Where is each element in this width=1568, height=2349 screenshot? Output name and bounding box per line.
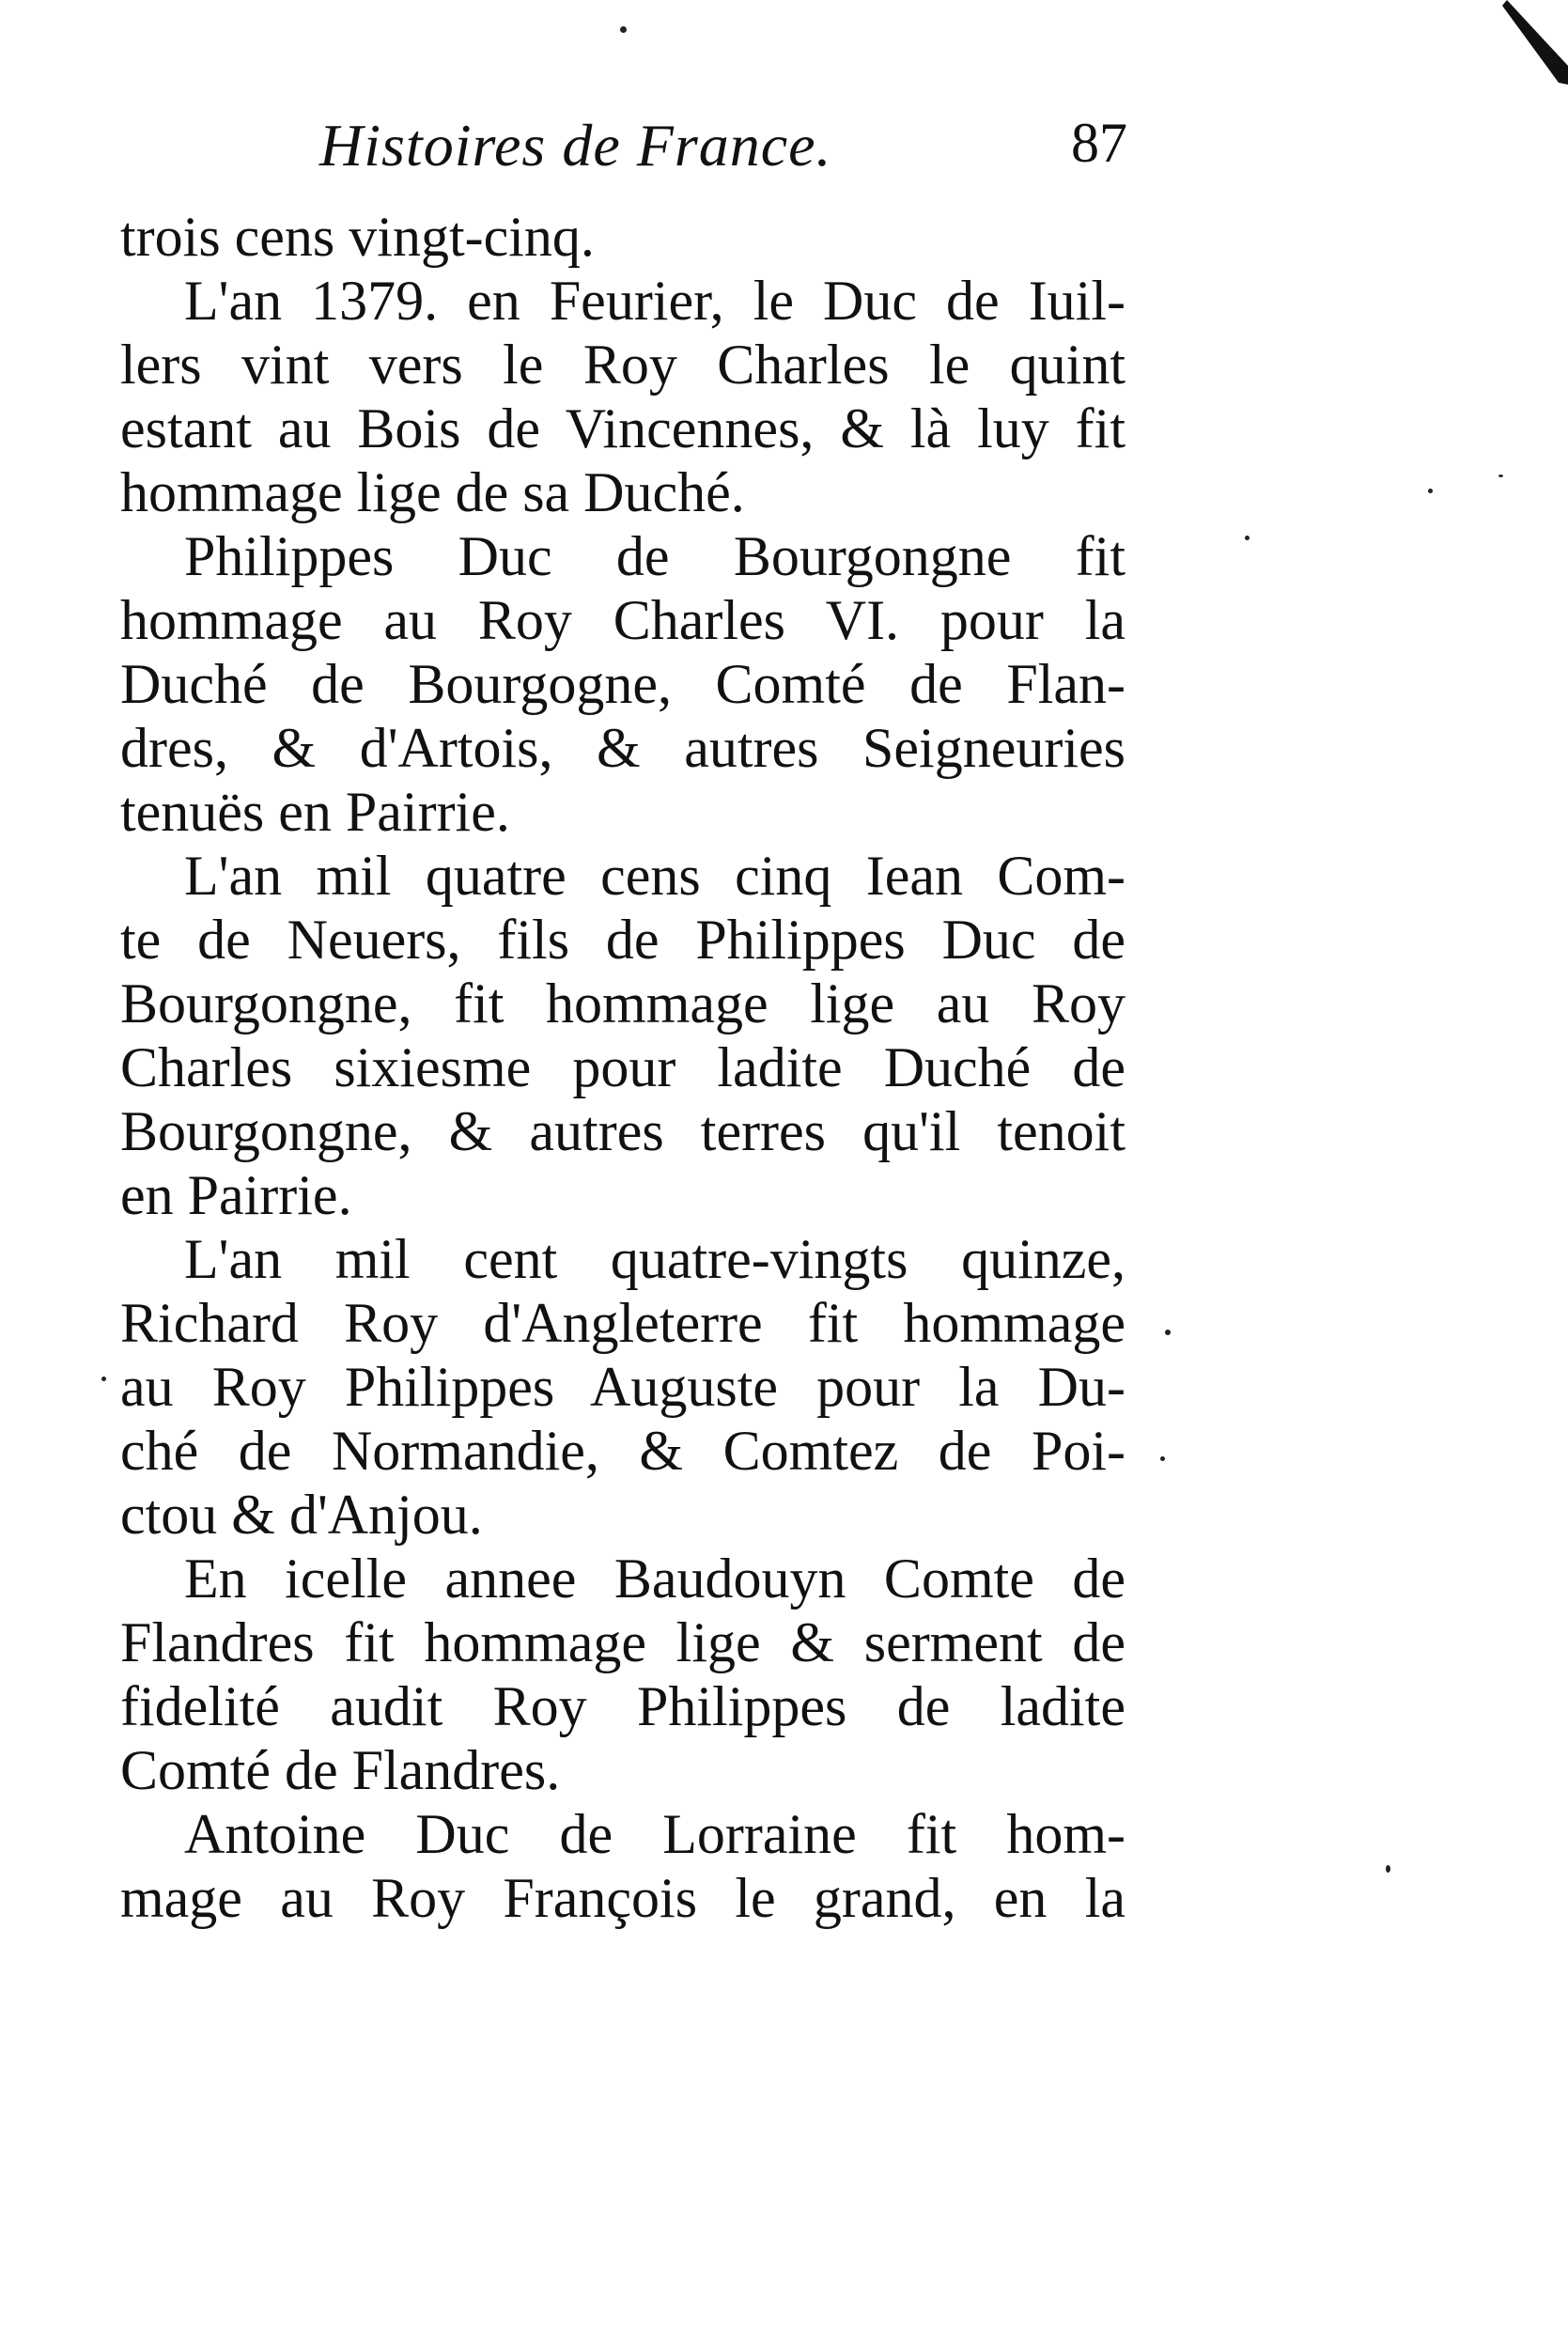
text-line: En icelle annee Baudouyn Comte de [184,1548,1126,1610]
text-line: Duché de Bourgogne, Comté de Flan- [120,653,1126,715]
text-line: te de Neuers, fils de Philippes Duc de [120,909,1126,971]
text-line: Richard Roy d'Angleterre fit hommage [120,1292,1126,1354]
text-line: L'an mil quatre cens cinq Iean Com- [184,845,1126,907]
text-line: Bourgongne, fit hommage lige au Roy [120,972,1126,1034]
ink-speck [101,1377,106,1381]
text-line: en Pairrie. [120,1164,352,1226]
text-line: dres, & d'Artois, & autres Seigneuries [120,717,1126,779]
text-line: Comté de Flandres. [120,1739,561,1801]
ink-speck [1245,536,1250,540]
page-header [319,111,1127,195]
text-line: ché de Normandie, & Comtez de Poi- [120,1420,1126,1482]
text-line: fidelité audit Roy Philippes de ladite [120,1675,1126,1737]
text-line: Antoine Duc de Lorraine fit hom- [184,1803,1126,1865]
text-line: L'an mil cent quatre-vingts quinze, [184,1228,1126,1290]
ink-speck [1498,474,1503,477]
text-line: estant au Bois de Vincennes, & là luy fit [120,397,1126,459]
text-line: Bourgongne, & autres terres qu'il tenoit [120,1100,1126,1162]
text-line: mage au Roy François le grand, en la [120,1867,1126,1929]
text-line: Flandres fit hommage lige & serment de [120,1611,1126,1673]
text-line: L'an 1379. en Feurier, le Duc de Iuil- [184,270,1126,332]
text-line: Philippes Duc de Bourgongne fit [184,525,1126,587]
text-line: trois cens vingt-cinq. [120,206,595,268]
ink-speck [620,26,627,33]
ink-speck [1428,489,1433,493]
text-line: hommage lige de sa Duché. [120,461,745,523]
ink-speck [1386,1865,1390,1873]
ink-speck [1165,1330,1171,1335]
text-line: Charles sixiesme pour ladite Duché de [120,1036,1126,1098]
running-title: Histoires de France. [319,112,832,179]
text-line: lers vint vers le Roy Charles le quint [120,334,1126,396]
text-line: tenuës en Pairrie. [120,781,510,843]
page-number: 87 [1071,112,1127,174]
ink-speck [1160,1456,1165,1461]
text-line: ctou & d'Anjou. [120,1484,483,1546]
text-line: au Roy Philippes Auguste pour la Du- [120,1356,1126,1418]
text-line: hommage au Roy Charles VI. pour la [120,589,1126,651]
page-corner-stain [1502,0,1568,85]
